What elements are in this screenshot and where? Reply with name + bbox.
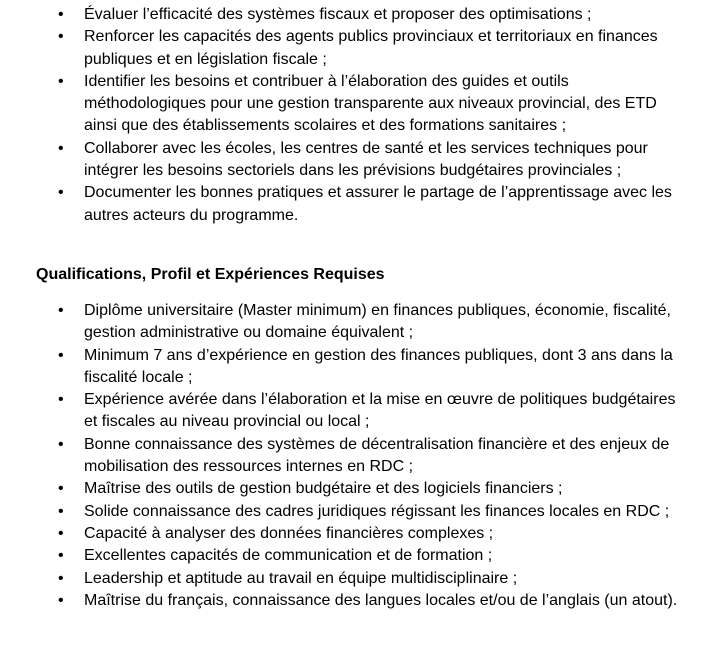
list-item: [0, 590, 711, 612]
bullet-icon: •: [58, 72, 64, 90]
bullet-icon: •: [58, 435, 64, 453]
list-item-text: Documenter les bonnes pratiques et assurer le partage de l’apprentissage avec les autres acteurs du programme.: [84, 184, 672, 224]
section-heading: Qualifications, Profil et Expériences Requises: [36, 266, 385, 283]
list-item-text: Leadership et aptitude au travail en équipe multidisciplinaire ;: [84, 569, 518, 587]
bullet-icon: •: [58, 139, 64, 157]
list-item: [0, 434, 711, 479]
list-item: [0, 523, 711, 545]
list-item: [0, 389, 711, 434]
bullet-icon: •: [58, 28, 64, 46]
list-item-text: Bonne connaissance des systèmes de décentralisation financière et des enjeux de mobilisation des ressources internes en RDC ;: [84, 435, 670, 476]
bullet-icon: •: [58, 569, 64, 587]
list-item: [0, 4, 711, 26]
list-item-text: Minimum 7 ans d’expérience en gestion des finances publiques, dont 3 ans dans la fiscalité locale ;: [84, 346, 673, 386]
list-item: [0, 478, 711, 500]
bullet-icon: •: [58, 302, 64, 319]
bullet-icon: •: [58, 480, 64, 498]
list-item: [0, 568, 711, 590]
list-item-text: Solide connaissance des cadres juridiques régissant les finances locales en RDC ;: [84, 502, 670, 520]
list-item-text: Identifier les besoins et contribuer à l’élaboration des guides et outils méthodologiques pour une gestion transparente aux niveaux provincial, des ETD ainsi que des établissements scolaires et des formations sanitaires ;: [84, 72, 657, 135]
bullet-icon: •: [58, 524, 64, 542]
list-item-text: Diplôme universitaire (Master minimum) en finances publiques, économie, fiscalité, gestion administrative ou domaine équivalent ;: [84, 302, 671, 342]
list-item-text: Excellentes capacités de communication et de formation ;: [84, 547, 493, 565]
list-item: [0, 138, 711, 183]
list-item-text: Renforcer les capacités des agents publics provinciaux et territoriaux en finances publiques et en législation fiscale ;: [84, 28, 658, 68]
bullet-icon: •: [58, 591, 64, 609]
list-item-text: Évaluer l’efficacité des systèmes fiscaux et proposer des optimisations ;: [84, 6, 592, 23]
bullet-icon: •: [58, 346, 64, 364]
list-item: [0, 545, 711, 567]
bullet-icon: •: [58, 184, 64, 202]
list-item: [0, 182, 711, 227]
qualifications-list: [0, 300, 711, 612]
list-item-text: Expérience avérée dans l’élaboration et la mise en œuvre de politiques budgétaires et fiscales au niveau provincial ou local ;: [84, 391, 676, 431]
bullet-icon: •: [58, 6, 64, 23]
list-item: [0, 26, 711, 71]
list-item: [0, 501, 711, 523]
list-item: [0, 71, 711, 138]
bullet-icon: •: [58, 547, 64, 565]
responsibilities-list: [0, 4, 711, 227]
bullet-icon: •: [58, 391, 64, 409]
list-item-text: Maîtrise des outils de gestion budgétaire et des logiciels financiers ;: [84, 480, 563, 498]
list-item-text: Collaborer avec les écoles, les centres de santé et les services techniques pour intégrer les besoins sectoriels dans les prévisions budgétaires provinciales ;: [84, 139, 648, 180]
list-item: [0, 345, 711, 390]
list-item-text: Maîtrise du français, connaissance des langues locales et/ou de l’anglais (un atout).: [84, 591, 678, 609]
list-item: [0, 300, 711, 345]
bullet-icon: •: [58, 502, 64, 520]
list-item-text: Capacité à analyser des données financières complexes ;: [84, 524, 494, 542]
